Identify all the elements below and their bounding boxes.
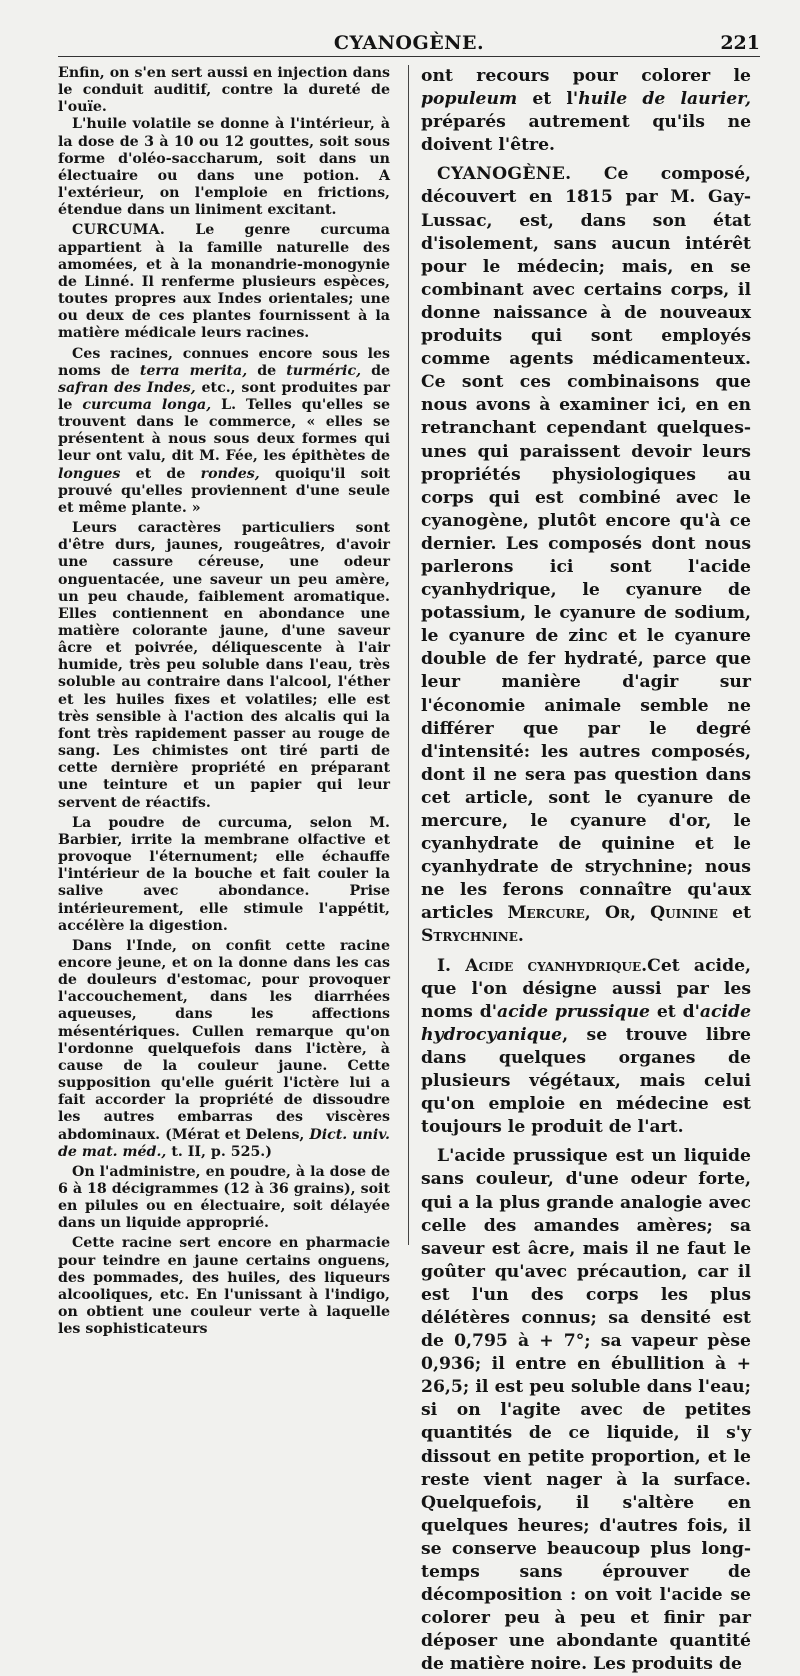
page-header <box>58 28 760 57</box>
text-run: quoiqu'il soit prouvé qu'elles proviennent d'une seule et même plante. » <box>58 465 390 516</box>
left-column <box>58 65 400 1338</box>
text-run: L. Telles qu'elles se trouvent dans le commerce, « elles se présentent à nous sous deux formes qui leur ont valu, dit M. Fée, les épithètes de <box>58 396 391 465</box>
citation: Dict. univ. de mat. méd., <box>58 1126 390 1160</box>
italic-term: huile de laurier, <box>578 89 751 110</box>
text-run: t. II, p. 525.) <box>166 1143 272 1160</box>
italic-term: populeum <box>421 89 518 110</box>
italic-term: terra merita, <box>139 362 248 379</box>
text-run: ont recours pour colorer le <box>421 66 751 86</box>
text-run: etc., sont produites par le <box>58 379 391 413</box>
italic-term: rondes, <box>200 465 260 482</box>
entry-text: Le genre curcuma appartient à la famille naturelle des amomées, et à la monandrie-monogynie de Linné. Il renferme plusieurs espèces, toutes propres aux Indes orientales; une ou deux de ces plantes fournissent à la matière médicale leurs racines. <box>58 222 390 342</box>
italic-term: acide prussique <box>497 1001 650 1022</box>
paragraph: La poudre de curcuma, selon M. Barbier, irrite la membrane olfactive et provoque l'éternument; elle échauffe l'intérieur de la bouche et fait couler la salive avec abondance. Prise intérieurement, elle stimule l'appétit, accélère la digestion. <box>58 814 390 934</box>
entry-text: Ce composé, découvert en 1815 par M. Gay-Lussac, est, dans son état d'isolement, sans aucun intérêt pour le médecin; mais, en se combinant avec certains corps, il donne naissance à de nouveaux produits qui sont employés comme agents médicamenteux. Ce sont ces combinaisons que nous avons à examiner ici, en en retranchant cependant quelques-unes qui paraissent devoir leurs propriétés physiologiques au corps qui est combiné avec le cyanogène, plutôt encore qu'à ce dernier. Les composés dont nous parlerons ici sont l'acide cyanhydrique, le cyanure de potassium, le cyanure de sodium, le cyanure de zinc et le cyanure double de fer hydraté, parce que leur manière d'agir sur l'économie animale semble ne différer que par le degré d'intensité: les autres composés, dont il ne sera pas question dans cet article, sont le cyanure de mercure, le cyanure d'or, le cyanhydrate de quinine et le cyanhydrate de strychnine; nous ne les ferons connaître qu'aux articles <box>421 164 751 924</box>
entry-cyanogene <box>421 163 751 948</box>
cross-reference: Quinine <box>650 903 718 924</box>
entry-heading: CYANOGÈNE. <box>437 164 572 185</box>
paragraph: L'acide prussique est un liquide sans couleur, d'une odeur forte, qui a la plus grande analogie avec celle des amandes amères; sa saveur est âcre, mais il ne faut le goûter qu'avec précaution, car il est l'un des corps les plus délétères connus; sa densité est de 0,795 à + 7°; sa vapeur pèse 0,936; il entre en ébullition à + 26,5; il est peu soluble dans l'eau; si on l'agite avec de petites quantités de ce liquide, il s'y dissout en petite proportion, et le reste vient nager à la surface. Quelquefois, il s'altère en quelques heures; d'autres fois, il se conserve beaucoup plus long-temps sans éprouver de décomposition : on voit l'acide se colorer peu à peu et finir par déposer une abondante quantité de matière noire. Les produits de <box>421 1146 751 1675</box>
text-run: Dans l'Inde, on confit cette racine encore jeune, et on la donne dans les cas de douleurs d'estomac, pour provoquer l'accouchement, dans les diarrhées aqueuses, dans les affections mésentériques. Cullen remarque qu'on l'ordonne quelquefois dans l'ictère, à cause de la couleur jaune. Cette supposition qu'elle guérit l'ictère lui a fait accorder la propriété de dissoudre les autres embarras des viscères abdominaux. (Mérat et Delens, <box>58 937 390 1143</box>
text-run: et <box>717 903 752 924</box>
italic-term: longues <box>58 465 121 482</box>
paragraph <box>58 346 390 518</box>
text-run: de <box>361 362 391 379</box>
paragraph: Enfin, on s'en sert aussi en injection dans le conduit auditif, contre la dureté de l'ouïe. <box>58 65 390 116</box>
italic-term: turméric, <box>286 362 362 379</box>
right-column <box>417 65 752 1675</box>
text-run: Ces racines, connues encore sous les noms de <box>58 345 390 379</box>
paragraph <box>58 116 390 219</box>
section-heading: I. Acide cyanhydrique. <box>437 955 648 976</box>
text-run: et l' <box>517 89 579 110</box>
paragraph <box>58 938 390 1161</box>
paragraph-text: L'huile volatile se donne à l'intérieur, à la dose de 3 à 10 ou 12 gouttes, soit sous forme d'oléo-saccharum, soit dans un électuaire ou dans une potion. A l'extérieur, on l'emploie en frictions, étendue dans un liniment excitant. <box>58 116 390 219</box>
italic-term: safran des Indes, <box>58 379 196 396</box>
paragraph: Leurs caractères particuliers sont d'être durs, jaunes, rougeâtres, d'avoir une cassure céreuse, une odeur onguentacée, une saveur un peu amère, un peu chaude, faiblement aromatique. Elles contiennent en abondance une matière colorante jaune, d'une saveur âcre et poivrée, déliquescente à l'air humide, très peu soluble dans l'eau, très soluble au contraire dans l'alcool, l'éther et les huiles fixes et volatiles; elle est très sensible à l'action des alcalis qui la font très rapidement passer au rouge de sang. Les chimistes ont tiré parti de cette dernière propriété en préparant une teinture et un papier qui leur servent de réactifs. <box>58 520 390 811</box>
entry-curcuma <box>58 222 390 342</box>
italic-term: curcuma longa, <box>82 396 212 413</box>
paragraph: On l'administre, en poudre, à la dose de 6 à 18 décigrammes (12 à 36 grains), soit en pilules ou en électuaire, soit délayée dans un liquide approprié. <box>58 1163 390 1232</box>
text-run: et de <box>120 465 201 482</box>
section-acide-cyanhydrique <box>421 955 751 1140</box>
text-run: . <box>517 926 524 947</box>
cross-reference: Strychnine <box>421 926 518 947</box>
italic-term: acide hydrocyanique <box>421 1001 752 1045</box>
text-run: , se trouve libre dans quelques organes de plusieurs végétaux, mais celui qu'on emploie en médecine est toujours le produit de l'art. <box>421 1024 751 1138</box>
column-divider <box>408 65 409 1245</box>
text-run: Cet acide, que l'on désigne aussi par les noms d' <box>421 955 752 1022</box>
running-title: CYANOGÈNE. <box>333 32 485 54</box>
cross-reference: Or <box>605 903 630 924</box>
page-number: 221 <box>720 32 760 54</box>
text-run: préparés autrement qu'ils ne doivent l'être. <box>421 112 751 156</box>
text-columns <box>58 65 760 1675</box>
text-run: et d' <box>649 1001 700 1022</box>
text-run: , <box>629 903 651 924</box>
entry-heading: CURCUMA. <box>72 222 166 239</box>
cross-reference: Mercure <box>507 903 585 924</box>
text-run: de <box>247 362 287 379</box>
paragraph <box>421 65 751 157</box>
text-run: , <box>584 903 605 924</box>
paragraph: Cette racine sert encore en pharmacie pour teindre en jaune certains onguens, des pommades, des huiles, des liqueurs alcooliques, etc. En l'unissant à l'indigo, on obtient une couleur verte à laquelle les sophisticateurs <box>58 1235 390 1338</box>
